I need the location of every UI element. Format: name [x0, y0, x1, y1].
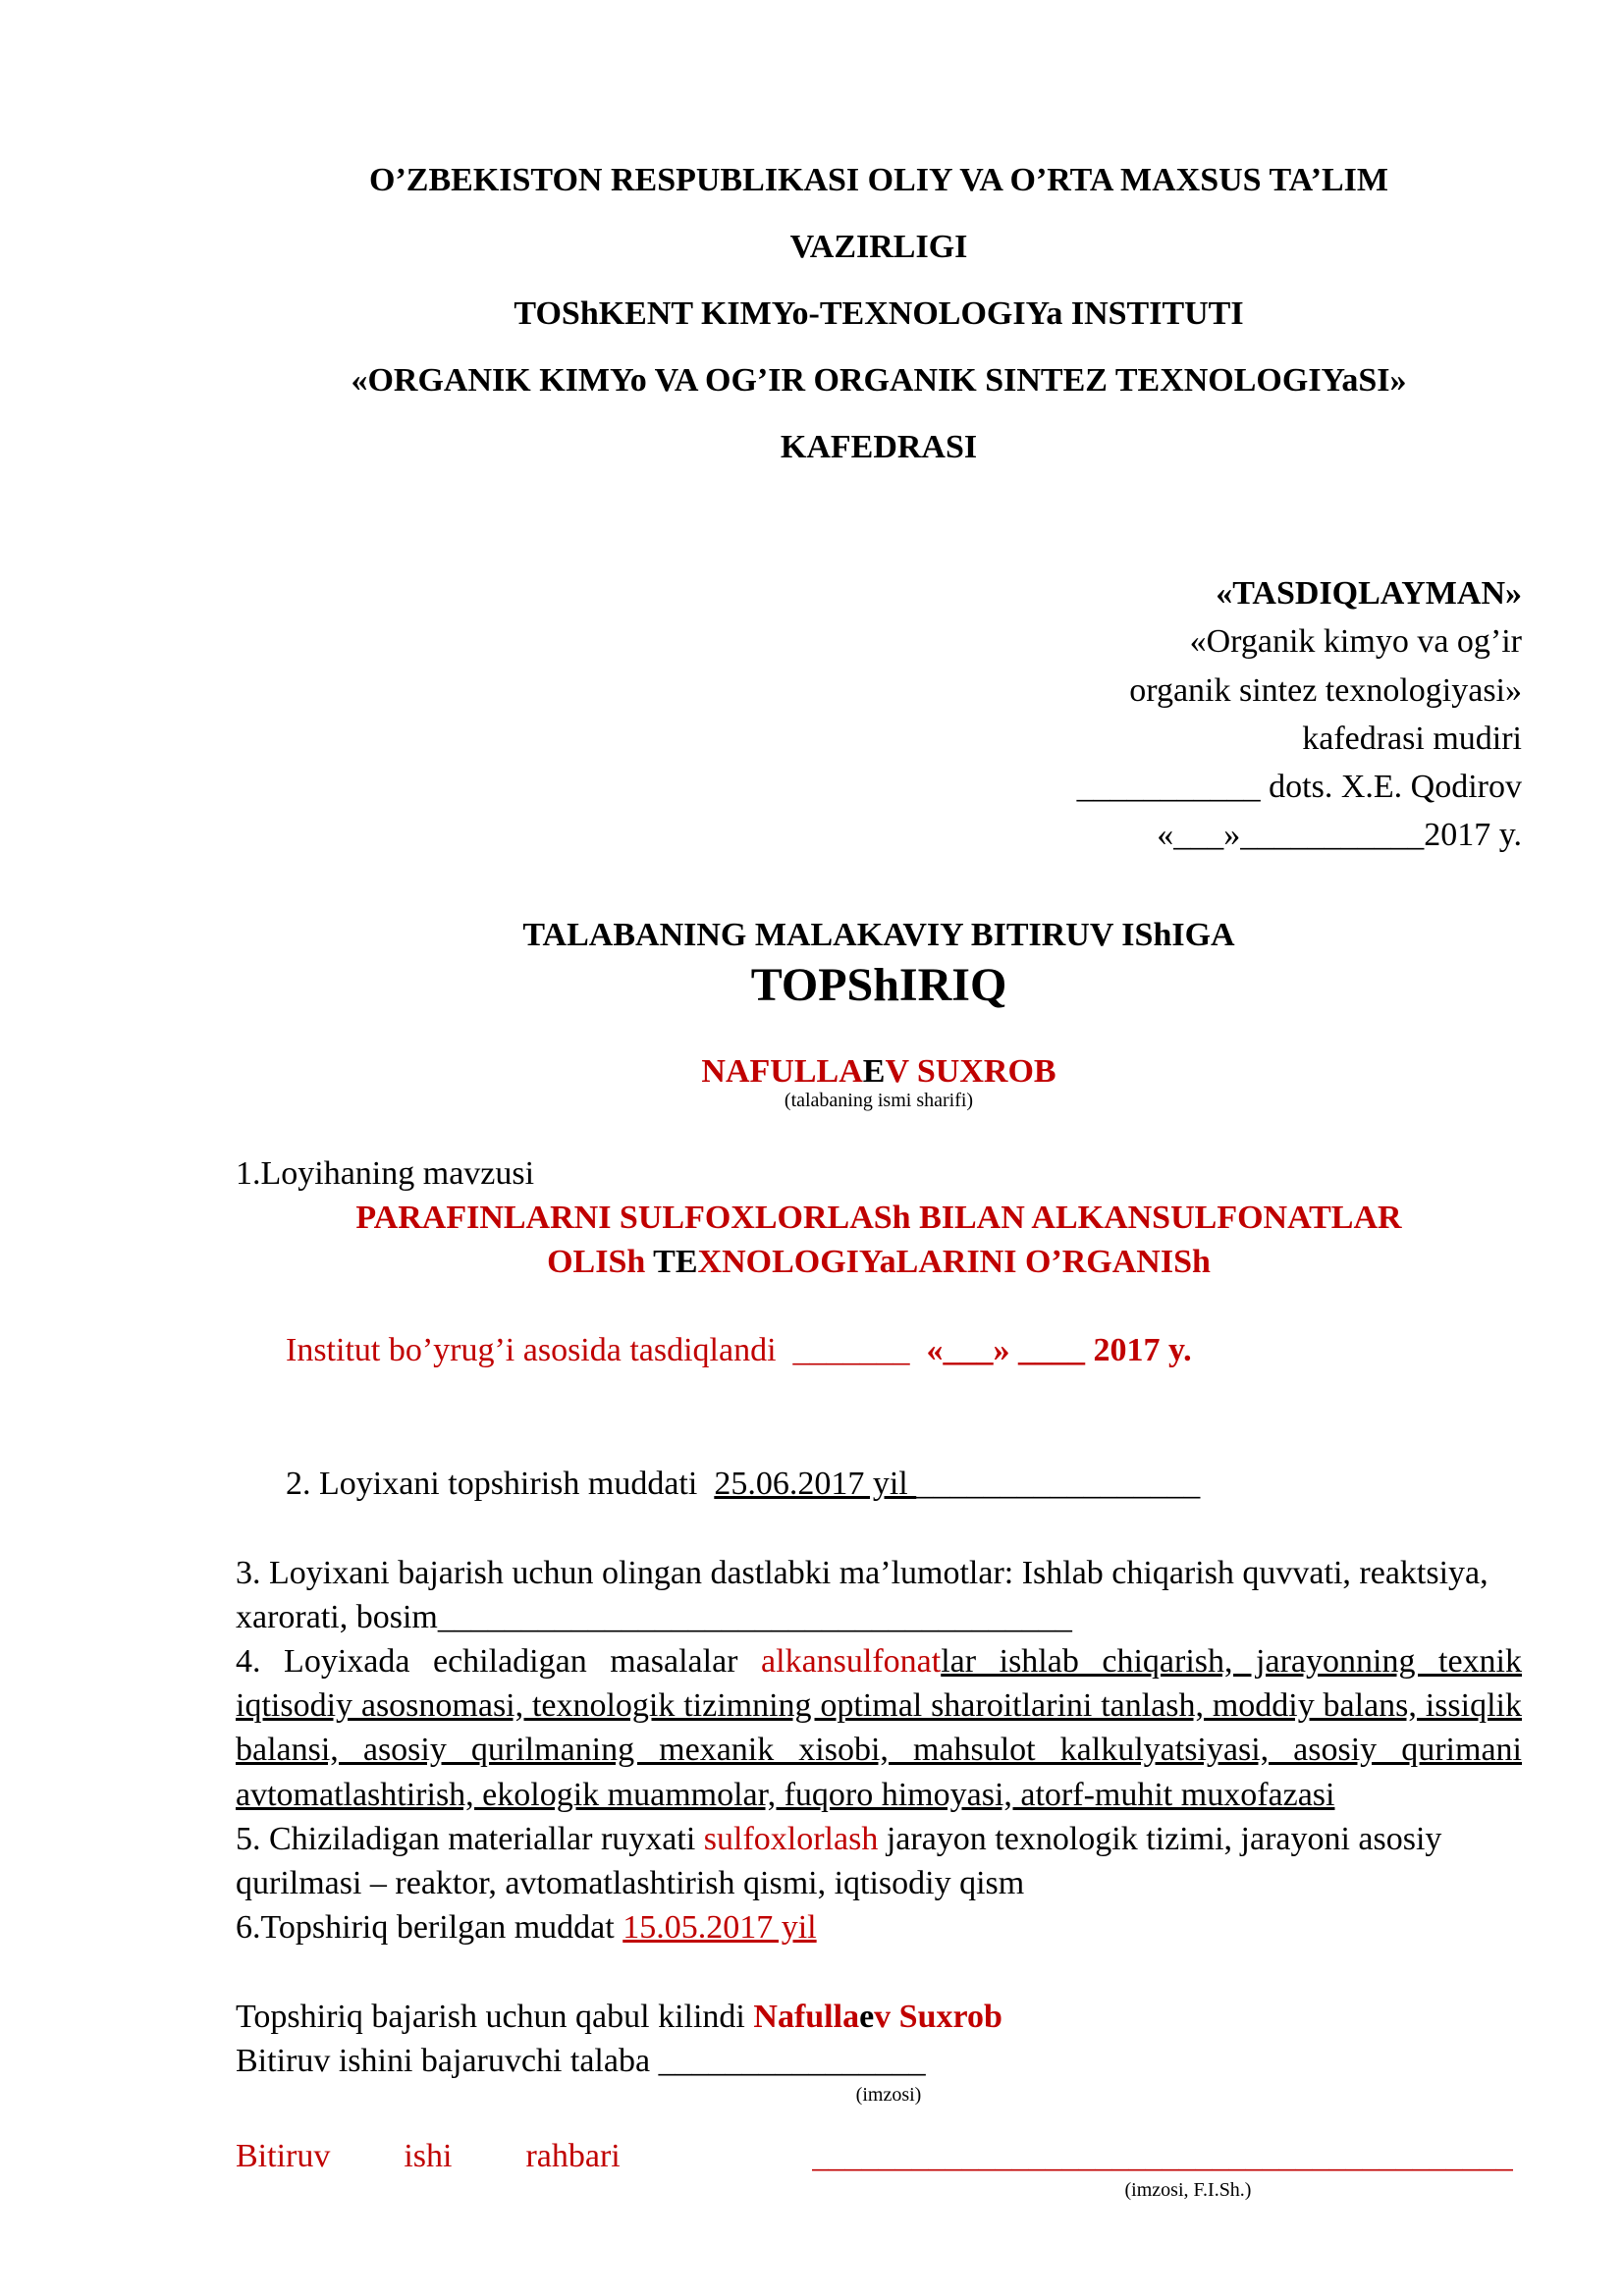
item-6 — [236, 1905, 1522, 1949]
acceptance-line — [236, 1995, 1522, 2039]
topic-line-2-part-1: OLISh — [547, 1244, 654, 1280]
supervisor-word-1: Bitiruv — [236, 2137, 331, 2174]
item-3-text: 3. Loyixani bajarish uchun olingan dastlabki ma’lumotlar: Ishlab chiqarish quvvati, reaktsiya, xarorati, bosim — [236, 1554, 1489, 1635]
approval-block — [236, 569, 1522, 860]
ministry-line-1: O’ZBEKISTON RESPUBLIKASI OLIY VA O’RTA MAXSUS TA’LIM — [369, 162, 1388, 198]
student-signature-text: Bitiruv ishini bajaruvchi talaba — [236, 2042, 659, 2079]
approval-date-line: «___»___________2017 y. — [1157, 817, 1522, 854]
item-5-keyword: sulfoxlorlash — [703, 1820, 879, 1857]
topic-line-2-part-2: TE — [653, 1244, 698, 1280]
department-line: «ORGANIK KIMYo VA OG’IR ORGANIK SINTEZ TEXNOLOGIYaSI» — [351, 362, 1407, 399]
approval-signature-line: ___________ dots. X.E. Qodirov — [1076, 769, 1522, 806]
acceptance-name-part-1: Nafulla — [753, 1998, 860, 2035]
item-2-due-date: 25.06.2017 yil — [714, 1466, 917, 1503]
acceptance-name-part-3: v Suxrob — [874, 1998, 1002, 2035]
item-2-text: 2. Loyixani topshirish muddati — [286, 1466, 715, 1503]
supervisor-signature-blank: __________________________________________ — [811, 2137, 1513, 2174]
topic-line-2-part-3: XNOLOGIYaLARINI O’RGANISh — [697, 1244, 1211, 1280]
institut-order-line — [236, 1284, 1522, 1417]
item-5 — [236, 1817, 1522, 1905]
institut-order-text: Institut bo’yrug’i asosida tasdiqlandi _______ — [286, 1332, 927, 1369]
approval-title: «TASDIQLAYMAN» — [1216, 575, 1522, 612]
acceptance-text: Topshiriq bajarish uchun qabul kilindi — [236, 1998, 754, 2035]
student-signature-caption: (imzosi) — [855, 2083, 922, 2106]
supervisor-word-3: rahbari — [525, 2137, 621, 2174]
document-header — [236, 147, 1522, 481]
acceptance-name-part-2: e — [859, 1998, 875, 2035]
item-3 — [236, 1551, 1522, 1639]
supervisor-word-2: ishi — [404, 2137, 453, 2174]
student-name — [236, 1052, 1522, 1090]
item-6-issue-date: 15.05.2017 yil — [623, 1909, 817, 1947]
item-5-rest: jarayon texnologik tizimi, jarayoni asosiy qurilmasi – reaktor, avtomatlashtirish qismi, iqtisodiy qism — [236, 1820, 1442, 1902]
item-2-blank-line: _________________ — [916, 1466, 1201, 1503]
item-4 — [236, 1639, 1522, 1817]
supervisor-signature-line — [236, 2134, 1522, 2178]
item-3-blank-line: ______________________________________ — [437, 1598, 1072, 1635]
item-5-text: 5. Chiziladigan materiallar ruyxati — [236, 1820, 704, 1857]
approval-line-2: organik sintez texnologiyasi» — [1129, 671, 1522, 709]
student-name-part-1: NAFULLA — [701, 1052, 863, 1090]
supervisor-signature-caption: (imzosi, F.I.Sh.) — [1124, 2179, 1252, 2202]
student-name-part-3: V SUXROB — [885, 1052, 1056, 1090]
blank-line — [236, 1950, 1522, 1995]
assignment-subtitle: TALABANING MALAKAVIY BITIRUV IShIGA — [522, 916, 1235, 953]
topic-line-2 — [236, 1240, 1522, 1284]
approval-line-1: «Organik kimyo va og’ir — [1189, 623, 1522, 661]
ministry-line-2: VAZIRLIGI — [789, 229, 968, 265]
institut-order-date: «___» ____ 2017 y. — [926, 1332, 1192, 1369]
item-4-text: 4. Loyixada echiladigan masalalar — [236, 1642, 762, 1680]
student-name-part-2: E — [862, 1052, 886, 1090]
student-signature-line — [236, 2039, 1522, 2083]
student-signature-blank: ________________ — [658, 2042, 926, 2079]
kafedrasi-line: KAFEDRASI — [780, 429, 978, 465]
item-1-label: 1.Loyihaning mavzusi — [236, 1154, 535, 1192]
assignment-body — [236, 1151, 1522, 2203]
item-4-tasks-underlined: lar ishlab chiqarish, jarayonning texnik iqtisodiy asosnomasi, texnologik tizimning optimal sharoitlarini tanlash, moddiy balans, issiqlik balansi, asosiy qurilmaning mexanik xisobi, mahsulot kalkulyatsiyasi, asosiy qurimani avtomatlashtirish, ekologik muammolar, fuqoro himoyasi, atorf-muhit muxofazasi — [236, 1642, 1522, 1813]
item-4-keyword: alkansulfonat — [761, 1642, 942, 1680]
assignment-title: TOPShIRIQ — [750, 958, 1007, 1011]
approval-line-3: kafedrasi mudiri — [1302, 720, 1522, 757]
institute-line: TOShKENT KIMYo-TEXNOLOGIYa INSTITUTI — [514, 295, 1244, 332]
item-6-text: 6.Topshiriq berilgan muddat — [236, 1909, 623, 1947]
student-name-caption: (talabaning ismi sharifi) — [784, 1089, 974, 1111]
topic-line-1: PARAFINLARNI SULFOXLORLASh BILAN ALKANSULFONATLAR — [355, 1199, 1402, 1236]
item-2 — [236, 1417, 1522, 1551]
